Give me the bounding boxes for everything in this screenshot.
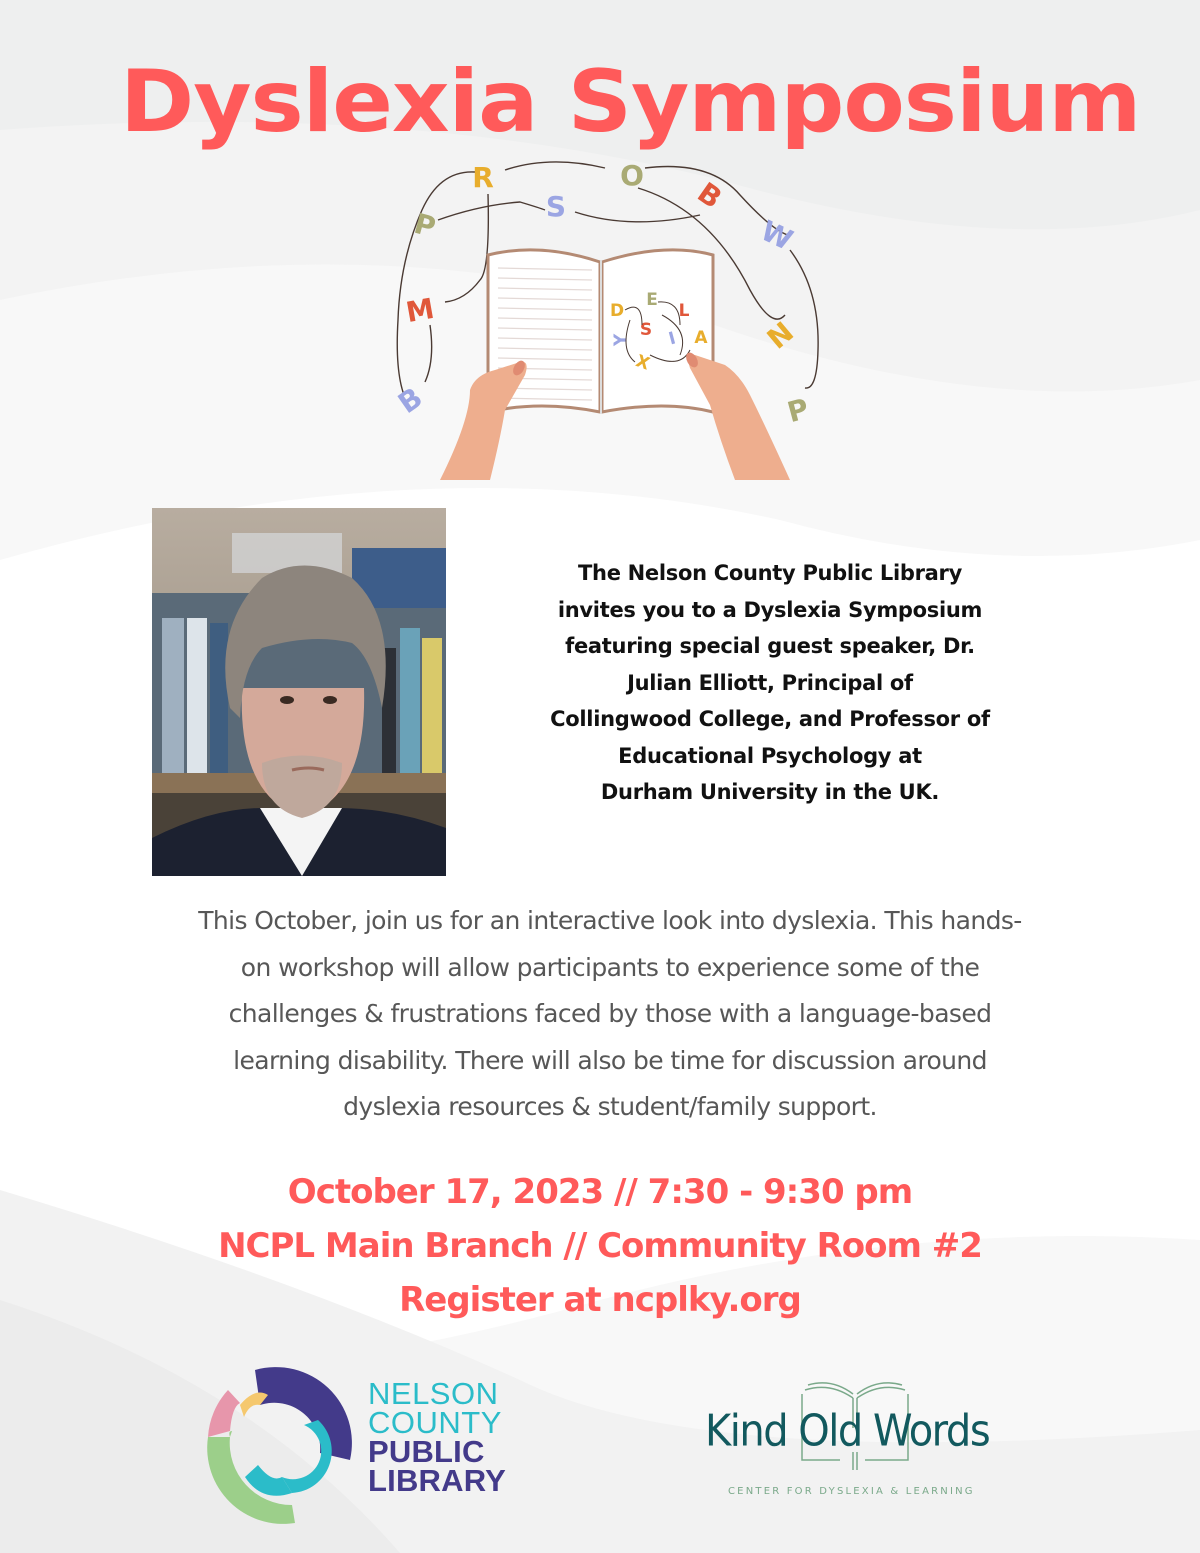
invite-line: featuring special guest speaker, Dr. <box>565 634 975 658</box>
svg-text:O: O <box>620 159 644 192</box>
description-line: dyslexia resources & student/family support. <box>343 1092 877 1121</box>
invite-line: Julian Elliott, Principal of <box>627 670 913 695</box>
svg-text:L: L <box>678 301 690 321</box>
event-location: NCPL Main Branch // Community Room #2 <box>218 1226 982 1266</box>
invite-line: The Nelson County Public Library <box>578 561 962 585</box>
ncpl-line: LIBRARY <box>368 1463 507 1498</box>
invitation-text <box>490 555 1050 811</box>
svg-text:X: X <box>633 351 653 375</box>
svg-text:P: P <box>783 391 813 430</box>
ncpl-logo <box>200 1365 530 1525</box>
description-line: This October, join us for an interactive look into dyslexia. This hands- <box>198 906 1022 935</box>
svg-text:S: S <box>545 190 567 223</box>
svg-text:B: B <box>691 175 728 216</box>
ncpl-wordmark <box>368 1376 507 1498</box>
description-line: learning disability. There will also be time for discussion around <box>233 1045 987 1075</box>
svg-text:S: S <box>639 320 653 340</box>
speaker-photo <box>152 508 446 876</box>
svg-text:W: W <box>755 213 798 257</box>
kind-old-words-tagline: CENTER FOR DYSLEXIA & LEARNING <box>728 1486 975 1497</box>
svg-text:Y: Y <box>611 333 631 347</box>
event-description <box>110 898 1110 1131</box>
ncpl-line: NELSON <box>368 1376 499 1411</box>
event-datetime: October 17, 2023 // 7:30 - 9:30 pm <box>287 1172 913 1212</box>
book-letters-illustration <box>380 150 830 490</box>
event-details <box>100 1165 1100 1327</box>
svg-text:R: R <box>472 161 494 194</box>
ncpl-line: PUBLIC <box>368 1434 485 1469</box>
description-line: challenges & frustrations faced by those with a language-based <box>228 999 992 1028</box>
poster-title: Dyslexia Symposium <box>120 52 1141 152</box>
ncpl-line: COUNTY <box>368 1405 502 1440</box>
svg-text:M: M <box>403 291 437 330</box>
svg-text:I: I <box>666 328 678 350</box>
invite-line: invites you to a Dyslexia Symposium <box>557 597 983 622</box>
register-link[interactable]: Register at ncplky.org <box>399 1280 801 1320</box>
kind-old-words-wordmark: Kind Old Words <box>705 1405 990 1457</box>
invite-line: Durham University in the UK. <box>600 780 940 804</box>
description-line: on workshop will allow participants to experience some of the <box>240 952 980 982</box>
svg-text:D: D <box>609 301 625 321</box>
invite-line: Collingwood College, and Professor of <box>550 707 990 731</box>
invite-line: Educational Psychology at <box>618 743 922 768</box>
svg-text:N: N <box>760 315 800 356</box>
svg-text:P: P <box>410 206 440 245</box>
svg-text:E: E <box>646 290 658 310</box>
ncpl-ring-icon <box>200 1365 360 1525</box>
svg-text:A: A <box>694 328 708 348</box>
svg-text:B: B <box>392 380 429 421</box>
kind-old-words-logo <box>700 1380 1000 1510</box>
